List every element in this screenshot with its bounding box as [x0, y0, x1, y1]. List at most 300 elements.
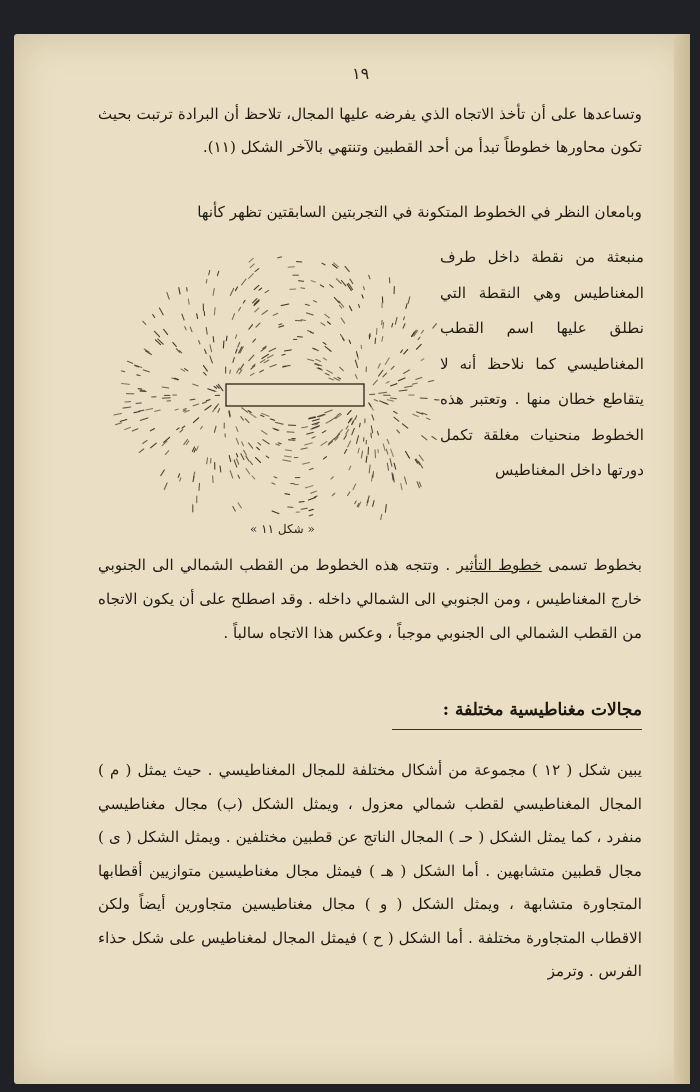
iron-filing	[324, 457, 327, 459]
iron-filing	[213, 406, 217, 411]
iron-filing	[298, 337, 303, 338]
iron-filing	[183, 410, 186, 411]
bar-magnet	[226, 384, 364, 406]
iron-filing	[257, 447, 260, 450]
iron-filing	[165, 451, 168, 455]
iron-filing	[303, 463, 310, 465]
iron-filing	[125, 427, 131, 429]
iron-filing	[399, 390, 407, 391]
iron-filing	[307, 432, 314, 434]
iron-filing	[325, 314, 330, 318]
iron-filing	[270, 365, 276, 367]
iron-filing	[322, 263, 325, 265]
iron-filing	[305, 304, 309, 305]
iron-filing	[252, 476, 255, 479]
iron-filing	[279, 326, 284, 328]
iron-filing	[413, 414, 419, 416]
iron-filing	[350, 279, 353, 284]
iron-filing	[374, 400, 377, 401]
iron-filing	[401, 484, 402, 490]
iron-filing	[366, 456, 367, 462]
iron-filing	[139, 449, 144, 453]
iron-filing	[260, 370, 264, 372]
iron-filing	[355, 375, 357, 379]
iron-filing	[255, 308, 259, 312]
iron-filing	[413, 383, 418, 384]
iron-filing	[325, 410, 332, 413]
iron-filing	[155, 410, 160, 411]
iron-filing	[341, 281, 345, 286]
iron-filing	[278, 257, 282, 258]
iron-filing	[381, 514, 382, 519]
iron-filing	[309, 515, 313, 516]
iron-filing	[272, 511, 279, 514]
iron-filing	[406, 451, 410, 458]
iron-filing	[394, 463, 396, 469]
iron-filing	[391, 384, 397, 386]
iron-filing	[390, 459, 392, 467]
iron-filing	[356, 352, 357, 357]
iron-filing	[278, 443, 281, 444]
iron-filing	[251, 373, 255, 375]
iron-filing	[193, 404, 199, 406]
term-lines-of-influence: خطوط التأثير	[456, 556, 542, 574]
iron-filing	[190, 327, 192, 332]
iron-filing	[404, 317, 405, 320]
iron-filing	[253, 339, 256, 342]
iron-filing	[203, 366, 207, 371]
iron-filing	[249, 355, 254, 361]
iron-filing	[239, 307, 241, 311]
iron-filing	[308, 331, 311, 332]
paragraph-4: يبين شكل ( ١٢ ) مجموعة من أشكال مختلفة للمجال المغناطيسي . حيث يمثل ( م ) المجال المغناطيسي لقطب شمالي معزول ، ويمثل الشكل (ب) مجال مغناطيسي منفرد ، كما يمثل الشكل ( حـ ) المجال الناتج عن قطبين مختلفين . ويمثل الشكل ( ى ) مجال قطبين متشابهين . أما الشكل ( هـ ) فيمثل مجال مغناطيسين متوازيين أقطابها المتجاورة متشابهة ، ويمثل الشكل ( و ) مجال مغناطيسين متجاورين أيضاً ولكن الاقطاب المتجاورة مختلفة . أما الشكل ( ح ) فيمثل المجال لمغناطيس على شكل حذاء الفرس . وترمز	[98, 761, 642, 980]
iron-filing	[385, 358, 389, 365]
iron-filing	[395, 318, 397, 325]
iron-filing	[236, 349, 237, 353]
book-spine	[674, 34, 690, 1084]
iron-filing	[308, 359, 314, 361]
iron-filing	[207, 458, 208, 464]
iron-filing	[349, 466, 351, 470]
iron-filing	[299, 281, 304, 282]
iron-filing	[256, 323, 260, 327]
iron-filing	[233, 507, 236, 512]
iron-filing	[326, 421, 331, 424]
iron-filing	[378, 364, 380, 369]
iron-filing	[143, 441, 147, 444]
iron-filing	[321, 442, 327, 446]
iron-filing	[286, 450, 292, 451]
iron-filing	[237, 368, 240, 373]
iron-filing	[352, 421, 354, 425]
iron-filing	[314, 349, 318, 351]
iron-filing	[392, 323, 393, 327]
iron-filing	[263, 440, 269, 444]
iron-filing	[288, 507, 293, 508]
iron-filing	[213, 476, 214, 483]
iron-filing	[146, 409, 153, 410]
iron-filing	[429, 381, 434, 382]
iron-filing	[422, 436, 427, 440]
iron-filing	[259, 288, 262, 290]
iron-filing	[394, 411, 397, 413]
iron-filing	[386, 449, 387, 454]
iron-filing	[249, 443, 253, 448]
iron-filing	[359, 305, 360, 308]
iron-filing	[305, 443, 313, 445]
iron-filing	[405, 386, 413, 388]
iron-filing	[120, 420, 127, 422]
iron-filing	[419, 455, 423, 460]
iron-filing	[185, 327, 187, 330]
iron-filing	[352, 428, 355, 434]
iron-filing	[248, 411, 251, 413]
iron-filing	[272, 483, 275, 484]
iron-filing	[193, 418, 198, 423]
iron-filing	[180, 430, 183, 433]
iron-filing	[256, 458, 261, 463]
iron-filing	[421, 330, 423, 333]
iron-filing	[143, 321, 146, 324]
iron-filing	[162, 387, 169, 388]
magnetic-field-figure	[112, 250, 442, 520]
iron-filing	[283, 460, 291, 461]
iron-filing	[299, 502, 304, 503]
iron-filing	[346, 430, 349, 434]
iron-filing	[362, 295, 363, 298]
iron-filing	[417, 344, 422, 349]
iron-filing	[234, 460, 237, 467]
iron-filing	[325, 373, 329, 375]
iron-filing	[309, 509, 313, 510]
iron-filing	[369, 404, 373, 411]
iron-filing	[150, 429, 154, 431]
iron-filing	[218, 409, 220, 413]
iron-filing	[180, 478, 181, 481]
iron-filing	[223, 341, 224, 348]
iron-filing	[270, 419, 274, 420]
iron-filing	[154, 331, 159, 337]
iron-filing	[327, 370, 333, 373]
iron-filing	[383, 444, 385, 451]
iron-filing	[121, 371, 124, 372]
iron-filing	[363, 287, 364, 290]
iron-filing	[249, 325, 253, 330]
iron-filing	[161, 470, 165, 476]
iron-filing	[206, 327, 207, 334]
iron-filing	[401, 350, 403, 353]
iron-filing	[236, 427, 238, 432]
iron-filing	[250, 264, 254, 268]
iron-filing	[391, 449, 394, 456]
iron-filing	[210, 356, 213, 363]
iron-filing	[369, 275, 370, 279]
iron-filing	[217, 386, 220, 389]
iron-filing	[387, 400, 393, 401]
iron-filing	[313, 301, 316, 303]
iron-filing	[262, 311, 267, 315]
iron-filing	[255, 269, 259, 272]
iron-filing	[375, 450, 376, 458]
iron-filing	[136, 403, 141, 404]
iron-filing	[249, 274, 254, 279]
iron-filing	[159, 308, 163, 315]
iron-filing	[250, 461, 253, 464]
iron-filing	[266, 456, 269, 458]
wrapped-text: منبعثة من نقطة داخل طرف المغناطيس وهي النقطة التي نطلق عليها اسم القطب المغناطيسي كما نلاحظ أنه لا يتقاطع خطان منها . وتعتبر هذه الخطوط منحنيات مغلقة تكمل دورتها داخل المغناطيس	[440, 248, 644, 479]
paragraph-3-start: بخطوط تسمى	[548, 556, 642, 574]
iron-filing	[391, 398, 397, 399]
iron-filing	[372, 475, 373, 481]
iron-filing	[306, 313, 313, 315]
iron-filing	[242, 408, 248, 413]
iron-filing	[330, 285, 333, 288]
iron-filing	[301, 508, 307, 509]
iron-filing	[387, 439, 389, 444]
iron-filing	[269, 348, 276, 351]
iron-filing	[134, 412, 140, 413]
iron-filing	[235, 287, 237, 291]
iron-filing	[355, 416, 356, 419]
iron-filing	[213, 390, 216, 391]
iron-filing	[203, 402, 207, 404]
iron-filing	[239, 370, 242, 374]
iron-filing	[139, 410, 144, 411]
iron-filing	[240, 364, 244, 369]
section-heading	[392, 700, 642, 726]
iron-filing	[264, 360, 269, 363]
iron-filing	[185, 369, 188, 371]
iron-filing	[237, 459, 239, 464]
iron-filing	[249, 258, 253, 262]
iron-filing	[238, 342, 240, 347]
iron-filing	[382, 337, 383, 342]
iron-filing	[357, 436, 359, 444]
iron-filing	[241, 417, 244, 421]
iron-filing	[285, 456, 292, 457]
iron-filing	[243, 300, 245, 303]
iron-filing	[325, 347, 331, 352]
iron-filing	[302, 427, 308, 428]
iron-filing	[369, 465, 370, 473]
iron-filing	[312, 437, 315, 438]
iron-filing	[373, 380, 377, 385]
iron-filing	[237, 454, 238, 457]
iron-filing	[323, 343, 326, 345]
iron-filing	[371, 433, 372, 437]
iron-filing	[360, 423, 361, 427]
iron-filing	[316, 359, 321, 361]
iron-filing	[383, 323, 384, 329]
iron-filing	[193, 384, 198, 386]
heading-underline	[392, 729, 642, 730]
iron-filing	[213, 289, 214, 296]
iron-filing	[309, 498, 316, 501]
iron-filing	[340, 305, 342, 308]
iron-filing	[230, 471, 233, 478]
iron-filing	[398, 378, 405, 381]
iron-filing	[261, 415, 264, 417]
iron-filing	[254, 285, 259, 289]
iron-filing	[402, 424, 407, 428]
iron-filing	[188, 299, 189, 304]
iron-filing	[373, 472, 374, 478]
iron-filing	[199, 483, 200, 490]
iron-filing	[258, 443, 261, 445]
iron-filing	[238, 475, 240, 478]
iron-filing	[196, 446, 198, 450]
iron-filing	[371, 426, 372, 433]
iron-filing	[355, 360, 357, 367]
iron-filing	[273, 313, 278, 315]
iron-filing	[379, 370, 383, 376]
iron-filing	[262, 431, 267, 435]
iron-filing	[379, 392, 387, 393]
iron-filing	[230, 370, 231, 373]
iron-filing	[116, 423, 122, 425]
iron-filing	[236, 438, 238, 444]
iron-filing	[226, 336, 227, 341]
iron-filing	[182, 314, 184, 320]
iron-filing	[432, 437, 436, 440]
iron-filing	[210, 345, 212, 352]
iron-filing	[177, 428, 179, 430]
iron-filing	[242, 442, 244, 446]
iron-filing	[309, 468, 313, 469]
iron-filing	[179, 288, 180, 294]
iron-filing	[220, 466, 221, 472]
iron-filing	[285, 350, 292, 351]
iron-filings-pattern	[114, 257, 439, 520]
iron-filing	[348, 441, 351, 447]
iron-filing	[349, 306, 351, 311]
iron-filing	[128, 361, 133, 363]
iron-filing	[361, 345, 362, 348]
iron-filing	[153, 315, 155, 318]
iron-filing	[206, 400, 210, 401]
iron-filing	[311, 491, 317, 493]
iron-filing	[186, 441, 188, 445]
iron-filing	[391, 366, 394, 369]
iron-filing	[397, 430, 399, 433]
iron-filing	[238, 503, 241, 508]
iron-filing	[427, 418, 430, 419]
iron-filing	[301, 448, 307, 449]
iron-filing	[349, 340, 351, 343]
paragraph-2: وبامعان النظر في الخطوط المتكونة في التجربتين السابقتين تظهر كأنها	[197, 203, 642, 221]
iron-filing	[332, 493, 335, 496]
iron-filing	[305, 486, 313, 488]
iron-filing	[321, 323, 325, 326]
iron-filing	[205, 349, 207, 353]
iron-filing	[372, 415, 374, 420]
iron-filing	[361, 451, 362, 458]
iron-filing	[206, 279, 207, 283]
iron-filing	[190, 399, 195, 400]
iron-filing	[345, 449, 347, 453]
iron-filing	[217, 271, 218, 275]
page-number: ١٩	[352, 64, 370, 83]
iron-filing	[405, 477, 407, 484]
iron-filing	[404, 370, 410, 374]
iron-filing	[246, 456, 249, 461]
iron-filing	[241, 454, 244, 460]
iron-filing	[230, 289, 233, 296]
iron-filing	[328, 322, 331, 325]
paragraph-1: وتساعدها على أن تأخذ الاتجاه الذي يفرضه عليها المجال، تلاحظ أن البرادة ترتبت بحيث تكون محاورها خطوطاً تبدأ من أحد القطبين وتنتهي بالآخر الشكل (١١).	[98, 105, 642, 156]
iron-filing	[331, 477, 333, 479]
iron-filing	[214, 387, 216, 389]
iron-filing	[197, 314, 198, 319]
iron-filing	[242, 279, 247, 285]
iron-filing	[419, 482, 421, 487]
iron-filing	[322, 431, 326, 433]
iron-filing	[194, 449, 196, 452]
iron-filing	[355, 501, 357, 504]
iron-filing	[345, 266, 349, 271]
iron-filing	[214, 426, 216, 432]
iron-filing	[334, 298, 339, 303]
iron-filing	[433, 324, 437, 328]
iron-filing	[418, 337, 420, 339]
iron-filing	[123, 407, 131, 408]
iron-filing	[340, 367, 344, 371]
iron-filing	[246, 469, 250, 474]
iron-filing	[137, 375, 140, 376]
iron-filing	[164, 483, 167, 489]
iron-filing	[408, 297, 410, 303]
section-heading-text: مجالات مغناطيسية مختلفة :	[442, 700, 642, 720]
iron-filing	[229, 456, 231, 462]
iron-filing	[181, 369, 185, 371]
iron-filing	[199, 341, 200, 344]
iron-filing	[213, 337, 214, 342]
iron-filing	[314, 496, 317, 497]
iron-filing	[338, 377, 341, 379]
iron-filing	[140, 418, 147, 420]
iron-filing	[387, 463, 388, 470]
iron-filing	[132, 429, 137, 431]
iron-filing	[183, 408, 186, 409]
iron-filing	[348, 492, 350, 496]
iron-filing	[205, 406, 211, 411]
paragraph-3-end: . وتتجه هذه الخطوط من القطب الشمالي الى الجنوبي خارج المغناطيس ، ومن الجنوبي الى الشمالي داخله . وقد اصطلح على أن يكون الاتجاه من القطب الشمالي الى الجنوبي موجباً ، وعكس هذا الاتجاه سالباً .	[98, 556, 642, 642]
iron-filing	[235, 335, 236, 339]
iron-filing	[209, 271, 210, 275]
iron-filing	[122, 383, 130, 384]
iron-filing	[175, 409, 178, 410]
iron-filing	[373, 501, 375, 507]
iron-filing	[114, 413, 121, 415]
iron-filing	[386, 382, 389, 384]
iron-filing	[143, 370, 149, 372]
iron-filing	[178, 474, 179, 478]
iron-filing	[173, 343, 176, 347]
iron-filing	[353, 484, 356, 490]
iron-filing	[406, 304, 407, 309]
iron-filing	[323, 358, 326, 360]
iron-filing	[311, 281, 315, 283]
iron-filing	[404, 350, 408, 354]
iron-filing	[383, 373, 387, 377]
iron-filing	[275, 422, 283, 424]
iron-filing	[346, 426, 348, 429]
iron-filing	[421, 359, 424, 361]
iron-filing	[281, 304, 289, 306]
iron-filing	[267, 355, 273, 358]
iron-filing	[244, 450, 247, 455]
iron-filing	[274, 477, 277, 478]
